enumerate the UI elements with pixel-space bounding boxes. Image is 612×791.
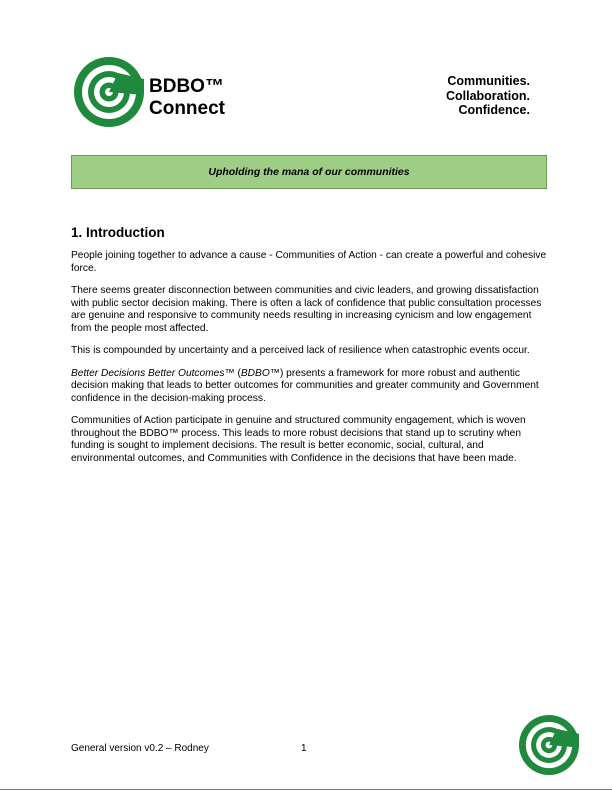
section-body bbox=[71, 250, 547, 475]
banner-text: Upholding the mana of our communities bbox=[208, 166, 410, 178]
paragraph-1: People joining together to advance a cause - Communities of Action - can create a powerful and cohesive force. bbox=[71, 250, 547, 274]
tagline-line-2: Collaboration. bbox=[445, 88, 530, 103]
paragraph-4-rest: ) presents a framework for more robust and authentic decision making that leads to better outcomes for communities and greater community and Government confidence in the decision-making process. bbox=[71, 367, 539, 404]
paragraph-4-open: ( bbox=[234, 367, 241, 379]
tagline-line-1: Communities. bbox=[447, 74, 530, 88]
bdbo-spiral-logo-icon bbox=[74, 57, 144, 127]
section-title: 1. Introduction bbox=[71, 225, 165, 240]
page-bottom-divider bbox=[0, 789, 612, 790]
footer-version: General version v0.2 – Rodney bbox=[71, 743, 209, 754]
banner bbox=[71, 155, 547, 189]
paragraph-5: Communities of Action participate in genuine and structured community engagement, which is woven throughout the BDBO™ process. This leads to more robust decisions that stand up to scrutiny when funding is sought to implement decisions. The result is better economic, social, cultural, and environmental outcomes, and Communities with Confidence in the decisions that have been made. bbox=[71, 415, 526, 464]
brand-name bbox=[149, 76, 225, 120]
paragraph-4 bbox=[71, 368, 547, 406]
tagline bbox=[446, 74, 530, 118]
paragraph-3: This is compounded by uncertainty and a perceived lack of resilience when catastrophic events occur. bbox=[71, 345, 530, 356]
brand-line-1: BDBO™ bbox=[149, 76, 224, 97]
paragraph-2: There seems greater disconnection between communities and civic leaders, and growing dissatisfaction with public sector decision making. There is often a lack of confidence that public consultation processes are genuine and responsive to community needs resulting in increasing cynicism and low engagement from the people most affected. bbox=[71, 285, 542, 334]
footer-spiral-logo-icon bbox=[519, 715, 579, 775]
footer-page-number: 1 bbox=[301, 743, 307, 754]
brand-line-2: Connect bbox=[149, 98, 225, 119]
paragraph-4-abbrev: BDBO™ bbox=[240, 367, 280, 379]
paragraph-4-italic-title: Better Decisions Better Outcomes™ bbox=[71, 367, 235, 379]
tagline-line-3: Confidence. bbox=[458, 103, 530, 117]
